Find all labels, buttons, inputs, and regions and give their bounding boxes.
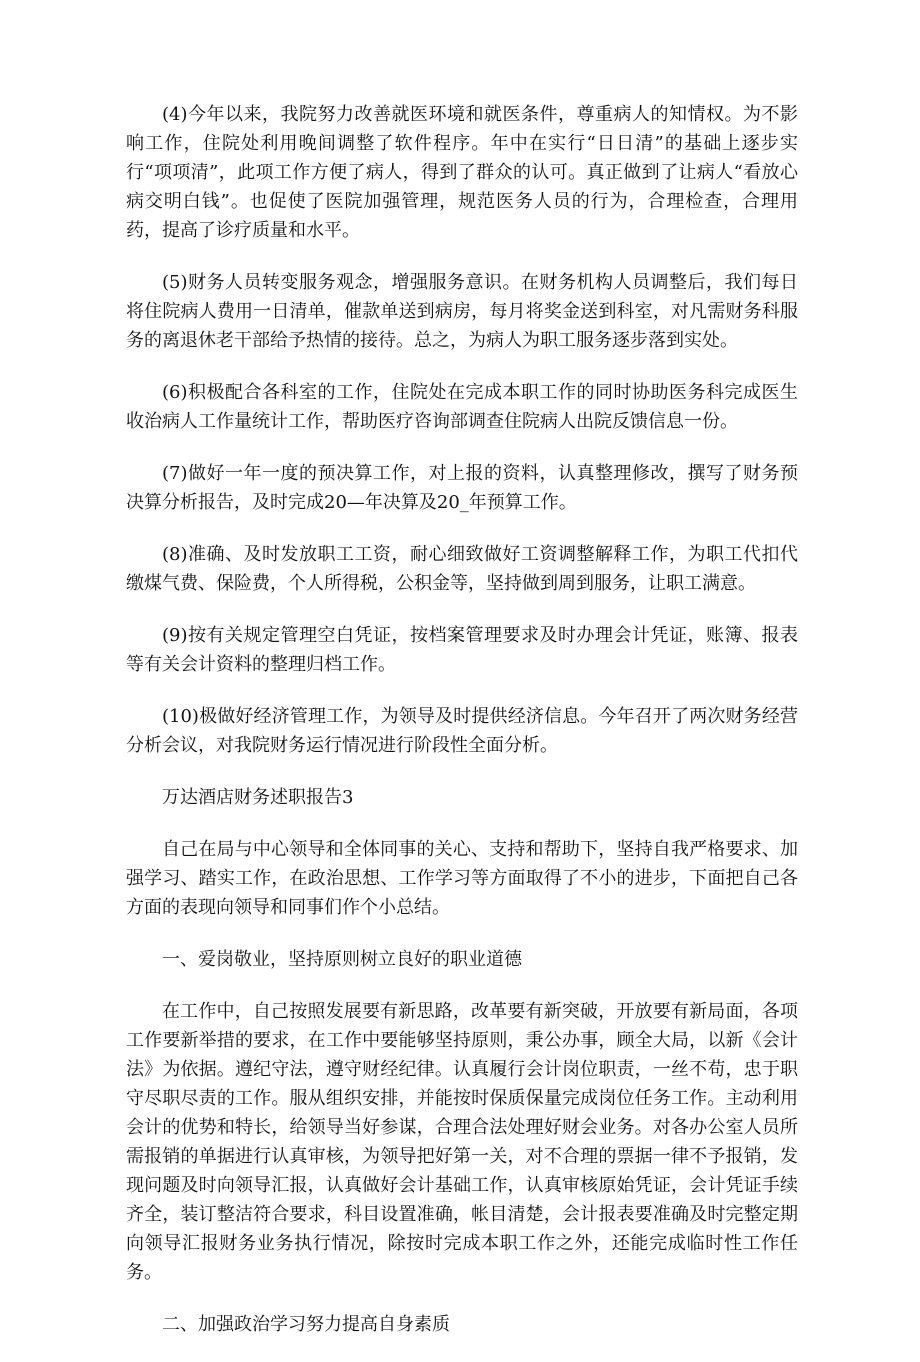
- report-title: 万达酒店财务述职报告3: [162, 787, 354, 808]
- section-heading-2: 二、加强政治学习努力提高自身素质: [162, 1314, 450, 1335]
- paragraph-6: (6)积极配合各科室的工作，住院处在完成本职工作的同时协助医务科完成医生收治病人工作量统计工作，帮助医疗咨询部调查住院病人出院反馈信息一份。: [126, 382, 798, 432]
- paragraph-5: (5)财务人员转变服务观念，增强服务意识。在财务机构人员调整后，我们每日将住院病人费用一日清单，催款单送到病房，每月将奖金送到科室，对凡需财务科服务的离退休老干部给予热情的接待。总之，为病人为职工服务逐步落到实处。: [126, 272, 798, 351]
- paragraph-8: (8)准确、及时发放职工工资，耐心细致做好工资调整解释工作，为职工代扣代缴煤气费、保险费，个人所得税，公积金等，坚持做到周到服务，让职工满意。: [126, 544, 798, 594]
- paragraph-10: (10)极做好经济管理工作，为领导及时提供经济信息。今年召开了两次财务经营分析会议，对我院财务运行情况进行阶段性全面分析。: [126, 706, 798, 756]
- paragraph-9: (9)按有关规定管理空白凭证，按档案管理要求及时办理会计凭证，账簿、报表等有关会计资料的整理归档工作。: [126, 625, 798, 675]
- section-1-paragraph: 在工作中，自己按照发展要有新思路，改革要有新突破，开放要有新局面，各项工作要新举措的要求，在工作中要能够坚持原则，秉公办事，顾全大局，以新《会计法》为依据。遵纪守法，遵守财经纪律。认真履行会计岗位职责，一丝不苟，忠于职守尽职尽责的工作。服从组织安排，并能按时保质保量完成岗位任务工作。主动利用会计的优势和特长，给领导当好参谋，合理合法处理好财会业务。对各办公室人员所需报销的单据进行认真审核，为领导把好第一关，对不合理的票据一律不予报销，发现问题及时向领导汇报，认真做好会计基础工作，认真审核原始凭证，会计凭证手续齐全，装订整洁符合要求，科目设置准确，帐目清楚，会计报表要准确及时完整定期向领导汇报财务业务执行情况，除按时完成本职工作之外，还能完成临时性工作任务。: [126, 1001, 798, 1283]
- document-page: [126, 100, 798, 1362]
- paragraph-4: (4)今年以来，我院努力改善就医环境和就医条件，尊重病人的知情权。为不影响工作，住院处利用晚间调整了软件程序。年中在实行“日日清”的基础上逐步实行“项项清”，此项工作方便了病人，得到了群众的认可。真正做到了让病人“看放心病交明白钱”。也促使了医院加强管理，规范医务人员的行为，合理检查，合理用药，提高了诊疗质量和水平。: [126, 104, 798, 241]
- section-heading-1: 一、爱岗敬业，坚持原则树立良好的职业道德: [162, 949, 522, 970]
- intro-paragraph: 自己在局与中心领导和全体同事的关心、支持和帮助下，坚持自我严格要求、加强学习、踏实工作，在政治思想、工作学习等方面取得了不小的进步，下面把自己各方面的表现向领导和同事们作个小总结。: [126, 839, 798, 918]
- paragraph-7: (7)做好一年一度的预决算工作，对上报的资料，认真整理修改，撰写了财务预决算分析报告，及时完成20—年决算及20_年预算工作。: [126, 463, 798, 513]
